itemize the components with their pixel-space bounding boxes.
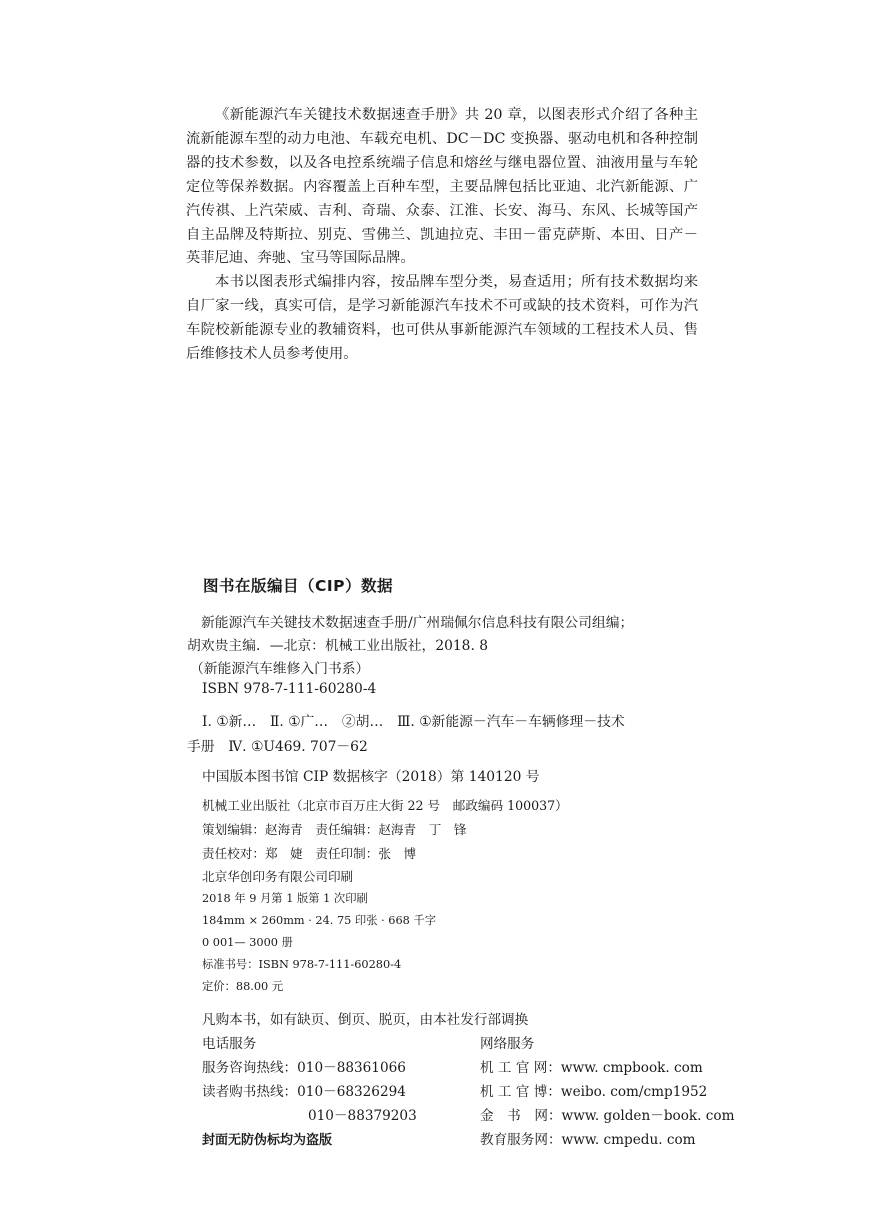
book-summary: [186, 104, 698, 366]
phone-service-hotline: 服务咨询热线：010－88361066: [202, 1060, 406, 1076]
summary-paragraph-1: 《新能源汽车关键技术数据速查手册》共 20 章，以图表形式介绍了各种主流新能源车型的动力电池、车载充电机、DC－DC 变换器、驱动电机和各种控制器的技术参数，以及各电控系统端子信息和熔丝与继电器位置、油液用量与车轮定位等保养数据。内容覆盖上百种车型，主要品牌包括比亚迪、北汽新能源、广汽传祺、上汽荣威、吉利、奇瑞、众泰、江淮、长安、海马、东风、长城等国产自主品牌及特斯拉、别克、雪佛兰、凯迪拉克、丰田－雷克萨斯、本田、日产－英菲尼迪、奔驰、宝马等国际品牌。: [186, 107, 698, 267]
cip-title-line-1: 新能源汽车关键技术数据速查手册/广州瑞佩尔信息科技有限公司组编；: [201, 615, 634, 631]
anti-counterfeit-notice: 封面无防伪标均为盗版: [202, 1133, 333, 1148]
publisher-printer: 北京华创印务有限公司印刷: [202, 869, 354, 884]
network-official-site: 机 工 官 网：www. cmpbook. com: [480, 1060, 703, 1076]
publisher-editors: 策划编辑：赵海青 责任编辑：赵海青 丁 锋: [202, 822, 467, 837]
cip-record-number: 中国版本图书馆 CIP 数据核字（2018）第 140120 号: [202, 769, 540, 785]
cip-series: （新能源汽车维修入门书系）: [190, 661, 370, 677]
cip-classification-line-2: 手册 Ⅳ. ①U469. 707－62: [187, 739, 368, 755]
cip-title-line-2: 胡欢贵主编．—北京：机械工业出版社，2018. 8: [187, 638, 489, 654]
publisher-proofreading: 责任校对：郑 婕 责任印制：张 博: [202, 846, 417, 861]
publisher-edition: 2018 年 9 月第 1 版第 1 次印刷: [202, 892, 368, 905]
network-official-weibo: 机 工 官 博：weibo. com/cmp1952: [480, 1084, 708, 1100]
summary-paragraph-2: 本书以图表形式编排内容，按品牌车型分类，易查适用；所有技术数据均来自厂家一线，真实可信，是学习新能源汽车技术不可或缺的技术资料，可作为汽车院校新能源专业的教辅资料，也可供从事新能源汽车领域的工程技术人员、售后维修技术人员参考使用。: [186, 274, 698, 362]
phone-reader-hotline-2: 010－88379203: [308, 1108, 417, 1124]
phone-service-header: 电话服务: [202, 1036, 257, 1052]
cip-classification-line-1: Ⅰ. ①新… Ⅱ. ①广… ②胡… Ⅲ. ①新能源－汽车－车辆修理－技术: [202, 714, 625, 730]
phone-reader-hotline: 读者购书热线：010－68326294: [202, 1084, 406, 1100]
publisher-standard-number: 标准书号：ISBN 978-7-111-60280-4: [202, 958, 402, 971]
publisher-print-run: 0 001— 3000 册: [202, 936, 293, 949]
service-notice: 凡购本书，如有缺页、倒页、脱页，由本社发行部调换: [202, 1012, 529, 1028]
network-golden-book: 金 书 网：www. golden－book. com: [480, 1108, 735, 1124]
network-service-header: 网络服务: [480, 1036, 535, 1052]
cip-heading: 图书在版编目（CIP）数据: [203, 577, 394, 595]
publisher-format: 184mm × 260mm · 24. 75 印张 · 668 千字: [202, 914, 437, 927]
network-education-site: 教育服务网：www. cmpedu. com: [480, 1132, 696, 1148]
publisher-price: 定价：88.00 元: [202, 980, 284, 993]
publisher-name-address: 机械工业出版社（北京市百万庄大街 22 号 邮政编码 100037）: [202, 798, 568, 813]
cip-isbn: ISBN 978-7-111-60280-4: [202, 681, 377, 697]
